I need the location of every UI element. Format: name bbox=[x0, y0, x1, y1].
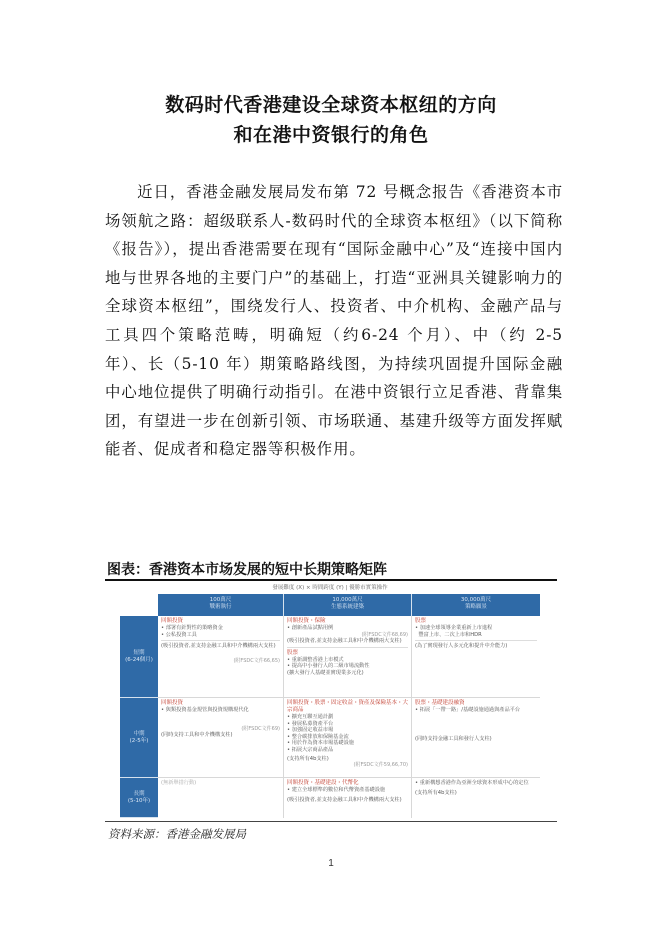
cell-item: • 擴充互聯互通計劃 bbox=[287, 714, 334, 720]
cell-item: • 拓展「一帶一路」/基礎設施通過與產品平台 bbox=[415, 707, 521, 713]
matrix-column-header-3 bbox=[412, 594, 540, 616]
matrix-row-header-mid bbox=[120, 698, 158, 778]
cell-divider bbox=[161, 640, 280, 641]
matrix-row-header-short bbox=[120, 616, 158, 698]
column-header-line: 30,000萬尺 bbox=[460, 597, 492, 603]
row-header-line: (2-5年) bbox=[129, 737, 149, 744]
cell-heading: 回額投資・保險 bbox=[287, 618, 326, 624]
cell-pillar-note: (擴大發行人基礎並實現業多元化) bbox=[287, 669, 364, 676]
cell-heading: (無新舉措行動) bbox=[161, 780, 197, 786]
column-header-line: 100萬尺 bbox=[209, 597, 232, 603]
matrix-column-header-1 bbox=[158, 594, 284, 616]
figure-source: 资料来源：香港金融发展局 bbox=[108, 827, 246, 841]
figure-top-rule bbox=[105, 579, 557, 581]
cell-item: • 公私投資工具 bbox=[161, 631, 197, 638]
cell-heading: 回額投資・股票・固定收益・資產及保險基本・大宗商品 bbox=[287, 700, 409, 713]
cell-item: • 重新構想香港作為亞洲全球資本形成中心的定位 bbox=[415, 780, 529, 786]
cell-pillar-note: (吸引投資者,並支持金融工具和中介機構兩大支柱) bbox=[287, 796, 402, 803]
row-header-line: 長期 bbox=[133, 790, 145, 797]
cell-heading: 股票 bbox=[287, 649, 299, 656]
cell-heading: 股票 bbox=[415, 618, 427, 624]
cell-pillar-note: (吸引投資者,並支持金融工具和中介機構兩大支柱) bbox=[161, 643, 276, 650]
cell-item: • 拓展大宗商品產品 bbox=[287, 746, 334, 753]
row-header-line: 中期 bbox=[133, 730, 145, 737]
matrix-axis-label: 發展難度 (X) × 時間跨度 (Y) | 優勝市實策操作 bbox=[272, 585, 388, 591]
cell-heading: 回額投資 bbox=[161, 618, 184, 624]
column-header-line: 戰術執行 bbox=[209, 604, 232, 610]
matrix-cell-long-ecosystem bbox=[284, 778, 412, 818]
cell-heading: 回額投資・基礎建設・代幣化 bbox=[287, 780, 359, 786]
cell-item: • 整合碳排放和保險基金流 bbox=[287, 733, 349, 740]
row-header-line: 短期 bbox=[133, 649, 145, 656]
cell-item: • 提高中小發行人的二級市場流動性 bbox=[287, 663, 370, 670]
cell-item: • 創新產品試點用例 bbox=[287, 625, 334, 631]
cell-reference: (附FSDC文件59,66,70) bbox=[353, 762, 408, 769]
cell-item: • 發展私募資產平台 bbox=[287, 720, 334, 727]
figure-bottom-rule bbox=[105, 821, 557, 822]
cell-item: • 加強固定收益市場 bbox=[287, 727, 334, 734]
cell-item: • 部署有針對性的策略資金 bbox=[161, 625, 223, 631]
body-text: 近日，香港金融发展局发布第 72 号概念报告《香港资本市场领航之路：超级联系人-数码时代的全球资本枢纽》（以下简称《报告》），提出香港需要在现有“国际金融中心”及“连接中国内地与世界各地的主要门户”的基础上，打造“亚洲具关键影响力的全球资本枢纽”，围绕发行人、投资者、中介机构、金融产品与工具四个策略范畴，明确短（约6-24 个月）、中（约 2-5 年）、长（5-10 年）期策略路线图，为持续巩固提升国际金融中心地位提供了明确行动指引。在港中资银行立足香港、背靠集团，有望进一步在创新引领、市场联通、基建升级等方面发挥赋能者、促成者和稳定器等积极作用。 bbox=[105, 183, 563, 459]
column-header-line: 10,000萬尺 bbox=[332, 597, 363, 603]
cell-reference: (附FSDC文件69) bbox=[241, 725, 280, 732]
title-line-1: 数码时代香港建设全球资本枢纽的方向 bbox=[165, 94, 497, 116]
cell-divider bbox=[415, 640, 537, 641]
cell-item: • 加速全球領導企業重新上市進程 bbox=[415, 625, 493, 631]
cell-reference: (附FSDC文件66,65) bbox=[233, 657, 280, 664]
cell-heading: 回額投資 bbox=[161, 700, 184, 706]
strategy-matrix bbox=[120, 582, 540, 818]
matrix-cell-mid-tactical bbox=[158, 698, 284, 778]
cell-item: 豐富上市、二次上市和HDR bbox=[418, 631, 482, 638]
page-number: 1 bbox=[328, 858, 334, 869]
cell-item: • 與類投資基金規管與投資規購現代化 bbox=[161, 707, 249, 713]
cell-item: • 重新調整香港上市模式 bbox=[287, 656, 344, 663]
column-header-line: 生態系統建築 bbox=[330, 604, 364, 610]
matrix-cell-mid-vision bbox=[412, 698, 540, 778]
matrix-cell-short-vision bbox=[412, 616, 540, 698]
matrix-row-header-long bbox=[120, 778, 158, 818]
cell-pillar-note: (為了實現發行人多元化和提升中介能力) bbox=[415, 643, 508, 650]
matrix-cell-long-tactical bbox=[158, 778, 284, 818]
column-header-line: 策略願景 bbox=[464, 604, 487, 610]
row-header-line: (5-10年) bbox=[127, 797, 151, 804]
matrix-cell-mid-ecosystem bbox=[284, 698, 412, 778]
figure-title: 图表：香港资本市场发展的短中长期策略矩阵 bbox=[107, 562, 387, 578]
matrix-column-header-2 bbox=[284, 594, 412, 616]
cell-pillar-note: (支持所有4b支柱) bbox=[287, 755, 329, 762]
cell-reference: (附FSDC文件68,69) bbox=[361, 631, 408, 638]
title-line-2: 和在港中资银行的角色 bbox=[233, 124, 429, 146]
cell-divider bbox=[287, 647, 408, 648]
cell-item: • 用於作為資本市場基礎設施 bbox=[287, 740, 354, 747]
matrix-cell-short-tactical bbox=[158, 616, 284, 698]
body-paragraph bbox=[105, 178, 563, 464]
row-header-line: (6-24個月) bbox=[125, 656, 153, 663]
cell-pillar-note: (吸引投資者,並支持金融工具和中介機構兩大支柱) bbox=[287, 638, 402, 645]
matrix-cell-long-vision bbox=[412, 778, 540, 818]
cell-pillar-note: (支持所有4b支柱) bbox=[415, 789, 457, 796]
matrix-cell-short-ecosystem bbox=[284, 616, 412, 698]
cell-item: • 建立全球標準的數位和代幣資產基礎設施 bbox=[287, 787, 386, 793]
cell-heading: 股票・基礎建設融資 bbox=[415, 700, 465, 706]
cell-pillar-note: (同時支持金融工具和發行人支柱) bbox=[415, 735, 492, 742]
cell-pillar-note: (同時支持工具和中介機構支柱) bbox=[161, 732, 233, 739]
